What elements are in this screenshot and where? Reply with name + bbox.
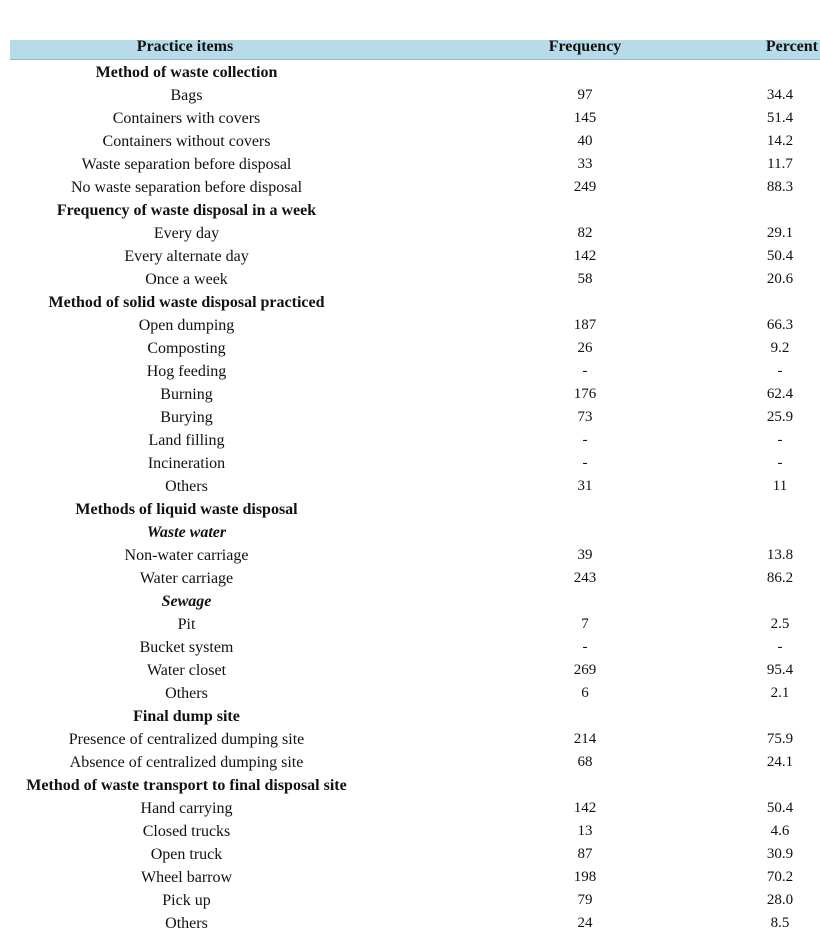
section-heading-row [0, 199, 820, 222]
practice-item-label: Hog feeding [146, 363, 227, 380]
table-row [0, 889, 820, 912]
practice-item-label: Hand carrying [140, 800, 233, 817]
section-label: Sewage [161, 593, 212, 610]
frequency-cell: 243 [573, 570, 597, 586]
practice-item-label: Bags [170, 87, 203, 104]
practice-item-label: Open truck [150, 846, 223, 863]
practice-item-label: Burying [160, 409, 213, 426]
practice-item-label: No waste separation before disposal [70, 179, 303, 196]
frequency-cell: 97 [577, 87, 593, 103]
percent-cell: 4.6 [770, 823, 790, 839]
table-row [0, 383, 820, 406]
section-label: Method of solid waste disposal practiced [48, 294, 325, 311]
percent-cell: 28.0 [766, 892, 794, 908]
frequency-cell: - [582, 639, 588, 655]
table-row [0, 820, 820, 843]
practice-item-label: Once a week [145, 271, 228, 288]
practice-item-label: Non-water carriage [124, 547, 249, 564]
subsection-heading-row [0, 590, 820, 613]
practice-item-label: Pick up [162, 892, 211, 909]
percent-cell: 75.9 [766, 731, 794, 747]
practice-item-label: Pit [177, 616, 196, 633]
section-label: Waste water [146, 524, 227, 541]
table-row [0, 84, 820, 107]
percent-cell: 8.5 [770, 915, 790, 931]
practice-item-label: Presence of centralized dumping site [68, 731, 305, 748]
practice-item-label: Open dumping [138, 317, 235, 334]
percent-cell: 14.2 [766, 133, 794, 149]
percent-cell: 95.4 [766, 662, 794, 678]
percent-cell: 30.9 [766, 846, 794, 862]
table-row [0, 153, 820, 176]
frequency-cell: 24 [577, 915, 593, 931]
table-row [0, 728, 820, 751]
percent-cell: - [777, 639, 783, 655]
table-row [0, 245, 820, 268]
section-heading-row [0, 61, 820, 84]
percent-cell: 2.1 [770, 685, 790, 701]
percent-cell: 24.1 [766, 754, 794, 770]
subsection-heading-row [0, 521, 820, 544]
table-row [0, 797, 820, 820]
percent-cell: 2.5 [770, 616, 790, 632]
practice-item-label: Land filling [148, 432, 225, 449]
percent-cell: 9.2 [770, 340, 790, 356]
percent-cell: 50.4 [766, 800, 794, 816]
frequency-cell: 198 [573, 869, 597, 885]
section-heading-row [0, 705, 820, 728]
practice-item-label: Others [165, 685, 208, 702]
section-label: Frequency of waste disposal in a week [56, 202, 317, 219]
frequency-cell: 13 [577, 823, 593, 839]
practice-item-label: Burning [160, 386, 213, 403]
table-row [0, 268, 820, 291]
percent-cell: 20.6 [766, 271, 794, 287]
frequency-cell: 142 [573, 248, 597, 264]
table-row [0, 682, 820, 705]
practice-item-label: Absence of centralized dumping site [69, 754, 304, 771]
frequency-cell: 31 [577, 478, 593, 494]
header-frequency: Frequency [548, 38, 622, 55]
percent-cell: - [777, 432, 783, 448]
percent-cell: - [777, 363, 783, 379]
frequency-cell: 39 [577, 547, 593, 563]
percent-cell: 88.3 [766, 179, 794, 195]
frequency-cell: 249 [573, 179, 597, 195]
section-heading-row [0, 498, 820, 521]
table-row [0, 659, 820, 682]
frequency-cell: 68 [577, 754, 593, 770]
table-body [0, 61, 820, 935]
frequency-cell: 187 [573, 317, 597, 333]
practice-item-label: Closed trucks [142, 823, 231, 840]
percent-cell: 62.4 [766, 386, 794, 402]
percent-cell: 51.4 [766, 110, 794, 126]
frequency-cell: 145 [573, 110, 597, 126]
frequency-cell: - [582, 455, 588, 471]
percent-cell: 11.7 [767, 156, 793, 172]
table-row [0, 866, 820, 889]
table-row [0, 452, 820, 475]
percent-cell: 66.3 [766, 317, 794, 333]
table-row [0, 475, 820, 498]
table-row [0, 429, 820, 452]
frequency-cell: 26 [577, 340, 593, 356]
table-row [0, 360, 820, 383]
practice-item-label: Every day [153, 225, 220, 242]
section-label: Final dump site [133, 708, 240, 725]
frequency-cell: 142 [573, 800, 597, 816]
frequency-cell: 58 [577, 271, 593, 287]
percent-cell: 29.1 [766, 225, 794, 241]
frequency-cell: 79 [577, 892, 593, 908]
header-percent: Percent [765, 38, 818, 55]
table-row [0, 751, 820, 774]
percent-cell: 70.2 [766, 869, 794, 885]
percent-cell: 86.2 [766, 570, 794, 586]
frequency-cell: 73 [577, 409, 593, 425]
table-row [0, 406, 820, 429]
practice-item-label: Composting [147, 340, 226, 357]
practice-item-label: Wheel barrow [140, 869, 233, 886]
frequency-cell: 7 [581, 616, 589, 632]
percent-cell: 25.9 [766, 409, 794, 425]
section-heading-row [0, 774, 820, 797]
frequency-cell: - [582, 363, 588, 379]
table-row [0, 314, 820, 337]
table-row [0, 912, 820, 935]
frequency-cell: 6 [581, 685, 589, 701]
percent-cell: 11 [772, 478, 788, 494]
section-label: Method of waste collection [95, 64, 278, 81]
practice-item-label: Incineration [147, 455, 226, 472]
section-label: Method of waste transport to final disposal site [26, 777, 347, 794]
frequency-cell: 214 [573, 731, 597, 747]
frequency-cell: 40 [577, 133, 593, 149]
frequency-cell: 33 [577, 156, 593, 172]
practice-item-label: Containers with covers [112, 110, 261, 127]
frequency-cell: 176 [573, 386, 597, 402]
table-row [0, 636, 820, 659]
section-heading-row [0, 291, 820, 314]
table-row [0, 176, 820, 199]
table-row [0, 843, 820, 866]
header-practice-items: Practice items [136, 38, 234, 55]
table-row [0, 544, 820, 567]
percent-cell: 13.8 [766, 547, 794, 563]
practice-item-label: Waste separation before disposal [81, 156, 292, 173]
table-row [0, 337, 820, 360]
practice-item-label: Every alternate day [124, 248, 249, 265]
frequency-cell: - [582, 432, 588, 448]
section-label: Methods of liquid waste disposal [75, 501, 298, 518]
practice-item-label: Others [165, 915, 208, 932]
practice-item-label: Water carriage [139, 570, 234, 587]
table-row [0, 130, 820, 153]
percent-cell: - [777, 455, 783, 471]
practice-item-label: Others [165, 478, 208, 495]
practice-item-label: Bucket system [139, 639, 234, 656]
frequency-cell: 87 [577, 846, 593, 862]
frequency-cell: 82 [577, 225, 593, 241]
practice-item-label: Containers without covers [102, 133, 271, 150]
table-row [0, 567, 820, 590]
percent-cell: 50.4 [766, 248, 794, 264]
table-row [0, 613, 820, 636]
table-row [0, 222, 820, 245]
practice-item-label: Water closet [146, 662, 227, 679]
table-row [0, 107, 820, 130]
frequency-cell: 269 [573, 662, 597, 678]
percent-cell: 34.4 [766, 87, 794, 103]
